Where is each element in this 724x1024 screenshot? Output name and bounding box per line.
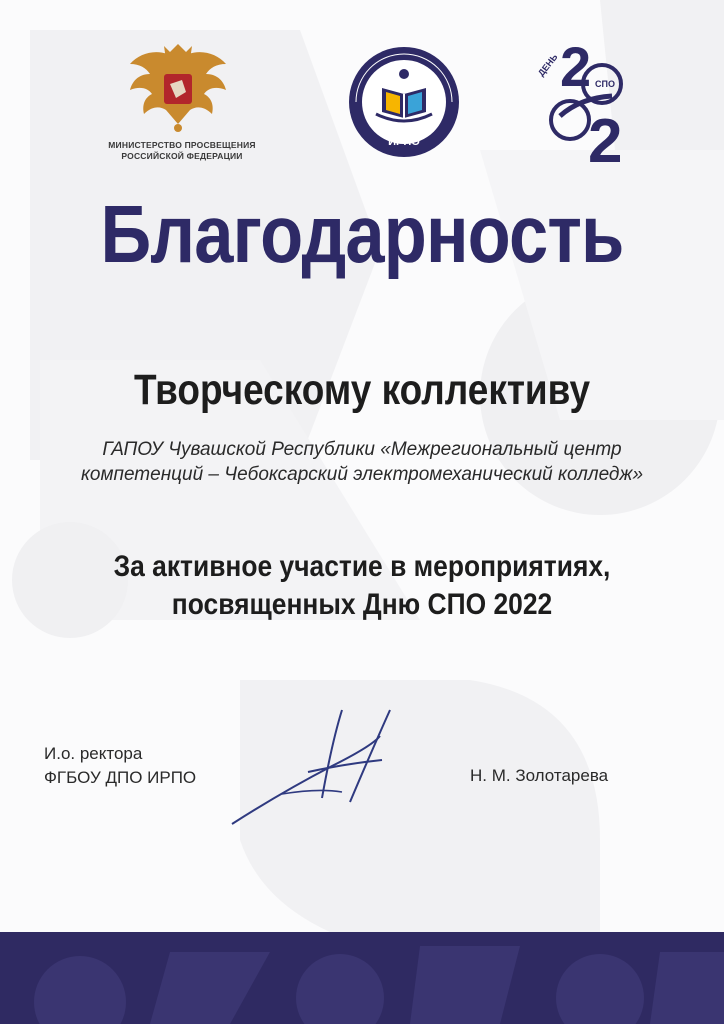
certificate-title: Благодарность [100,189,624,280]
day-label: ДЕНЬ [536,51,560,79]
spo-label: СПО [595,79,615,89]
footer-band [0,932,724,1024]
ministry-name-line1: МИНИСТЕРСТВО ПРОСВЕЩЕНИЯ [108,140,256,150]
coat-of-arms-icon [124,38,232,136]
irpo-label: ИРПО [388,136,420,148]
organization: ГАПОУ Чувашской Республики «Межрегиональный центр компетенций – Чебоксарский электромеханический колледж» [80,439,644,485]
recipient: Творческому коллективу [133,366,591,414]
signer-name: Н. М. Золотарева [470,766,609,785]
ministry-name-line2: РОССИЙСКОЙ ФЕДЕРАЦИИ [121,151,243,161]
signer-role-line2: ФГБОУ ДПО ИРПО [44,768,197,787]
svg-text:2: 2 [588,107,623,166]
signer-role-line1: И.о. ректора [44,744,143,763]
ministry-name [92,140,272,162]
reason: За активное участие в мероприятиях, посвященных Дню СПО 2022 [113,550,611,621]
footer-pattern [0,932,724,1024]
handwritten-signature [222,702,402,832]
svg-text:2: 2 [560,36,592,98]
